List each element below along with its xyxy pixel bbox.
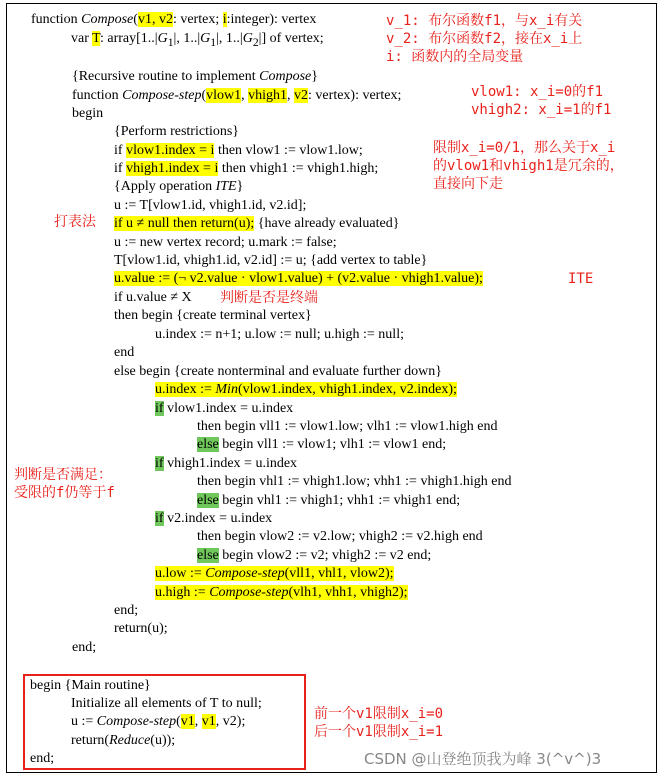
code-line-10: u := T[vlow1.id, vhigh1.id, v2.id]; (114, 198, 307, 213)
note-check-2: 受限的f仍等于f (14, 485, 115, 501)
code-line-5: begin (72, 106, 104, 121)
note-vhigh2: vhigh2: x_i=1的f1 (471, 102, 612, 118)
code-line-30: u.low := Compose-step(vll1, vhl1, vlow2); (155, 566, 394, 581)
code-line-24: if vhigh1.index = u.index (155, 456, 298, 471)
note-check-1: 判断是否满足： (14, 467, 112, 483)
note-i: i: 函数内的全局变量 (386, 49, 524, 65)
code-line-23: else begin vll1 := vlow1; vlh1 := vlow1 end; (197, 437, 447, 452)
code-line-27: if v2.index = u.index (155, 511, 273, 526)
code-line-15: if u.value ≠ X (114, 290, 192, 305)
main-line-2: Initialize all elements of T to null; (71, 696, 262, 711)
code-line-4: function Compose-step(vlow1, vhigh1, v2: vertex): vertex; (72, 88, 402, 103)
code-line-31: u.high := Compose-step(vlh1, vhh1, vhigh2); (155, 585, 408, 600)
code-line-11: if u ≠ null then return(u); {have already evaluated} (114, 216, 400, 231)
note-v1: v_1: 布尔函数f1，与x_i有关 (386, 13, 583, 29)
note-restrict-3: 直接向下走 (433, 176, 503, 192)
code-line-19: else begin {create nonterminal and evaluate further down} (114, 364, 442, 379)
code-line-29: else begin vlow2 := v2; vhigh2 := v2 end; (197, 548, 432, 563)
note-vlow1: vlow1: x_i=0的f1 (471, 84, 604, 100)
code-line-9: {Apply operation ITE} (114, 179, 244, 194)
code-line-25: then begin vhl1 := vhigh1.low; vhh1 := vhigh1.high end (197, 474, 512, 489)
code-line-33: return(u); (114, 621, 168, 636)
main-line-4: return(Reduce(u)); (71, 733, 176, 748)
note-restrict-2: 的vlow1和vhigh1是冗余的， (433, 158, 624, 174)
code-line-28: then begin vlow2 := v2.low; vhigh2 := v2.high end (197, 529, 483, 544)
note-second-v1: 后一个v1限制x_i=1 (314, 724, 444, 740)
note-table-method: 打表法 (54, 214, 96, 230)
code-line-18: end (114, 345, 135, 360)
code-line-6: {Perform restrictions} (114, 124, 240, 139)
code-line-21: if vlow1.index = u.index (155, 401, 294, 416)
note-ite: ITE (568, 271, 594, 287)
main-line-3: u := Compose-step(v1, v1, v2); (71, 714, 246, 729)
code-line-22: then begin vll1 := vlow1.low; vlh1 := vlow1.high end (197, 419, 498, 434)
code-line-13: T[vlow1.id, vhigh1.id, v2.id] := u; {add vertex to table} (114, 253, 428, 268)
code-line-12: u := new vertex record; u.mark := false; (114, 235, 337, 250)
code-line-14: u.value := (¬ v2.value · vlow1.value) + (v2.value · vhigh1.value); (114, 271, 483, 286)
code-line-7: if vlow1.index = i then vlow1 := vlow1.low; (114, 143, 363, 158)
watermark: CSDN @山登绝顶我为峰 3(^v^)3 (364, 750, 602, 768)
code-line-2: var T: $array[1..|G_1|$, $1..|G_1|$, $1..|G_2|$] of vertex; (71, 31, 324, 49)
code-line-17: u.index := n+1; u.low := null; u.high := null; (155, 327, 404, 342)
code-line-34: end; (72, 640, 97, 655)
code-line-32: end; (114, 603, 139, 618)
note-first-v1: 前一个v1限制x_i=0 (314, 706, 444, 722)
code-line-8: if vhigh1.index = i then vhigh1 := vhigh1.high; (114, 161, 379, 176)
note-terminal: 判断是否是终端 (220, 290, 318, 306)
note-v2: v_2: 布尔函数f2，接在x_i上 (386, 31, 583, 47)
code-line-26: else begin vhl1 := vhigh1; vhh1 := vhigh1 end; (197, 493, 461, 508)
code-line-1: function Compose(v1, v2: vertex; i:integer): vertex (31, 12, 317, 27)
code-line-16: then begin {create terminal vertex} (114, 308, 312, 323)
code-line-3: {Recursive routine to implement Compose} (72, 69, 318, 84)
note-restrict-1: 限制x_i=0/1，那么关于x_i (433, 140, 616, 156)
code-line-20: u.index := Min(vlow1.index, vhigh1.index, v2.index); (155, 382, 457, 397)
main-line-5: end; (30, 751, 55, 766)
main-line-1: begin {Main routine} (30, 678, 151, 693)
